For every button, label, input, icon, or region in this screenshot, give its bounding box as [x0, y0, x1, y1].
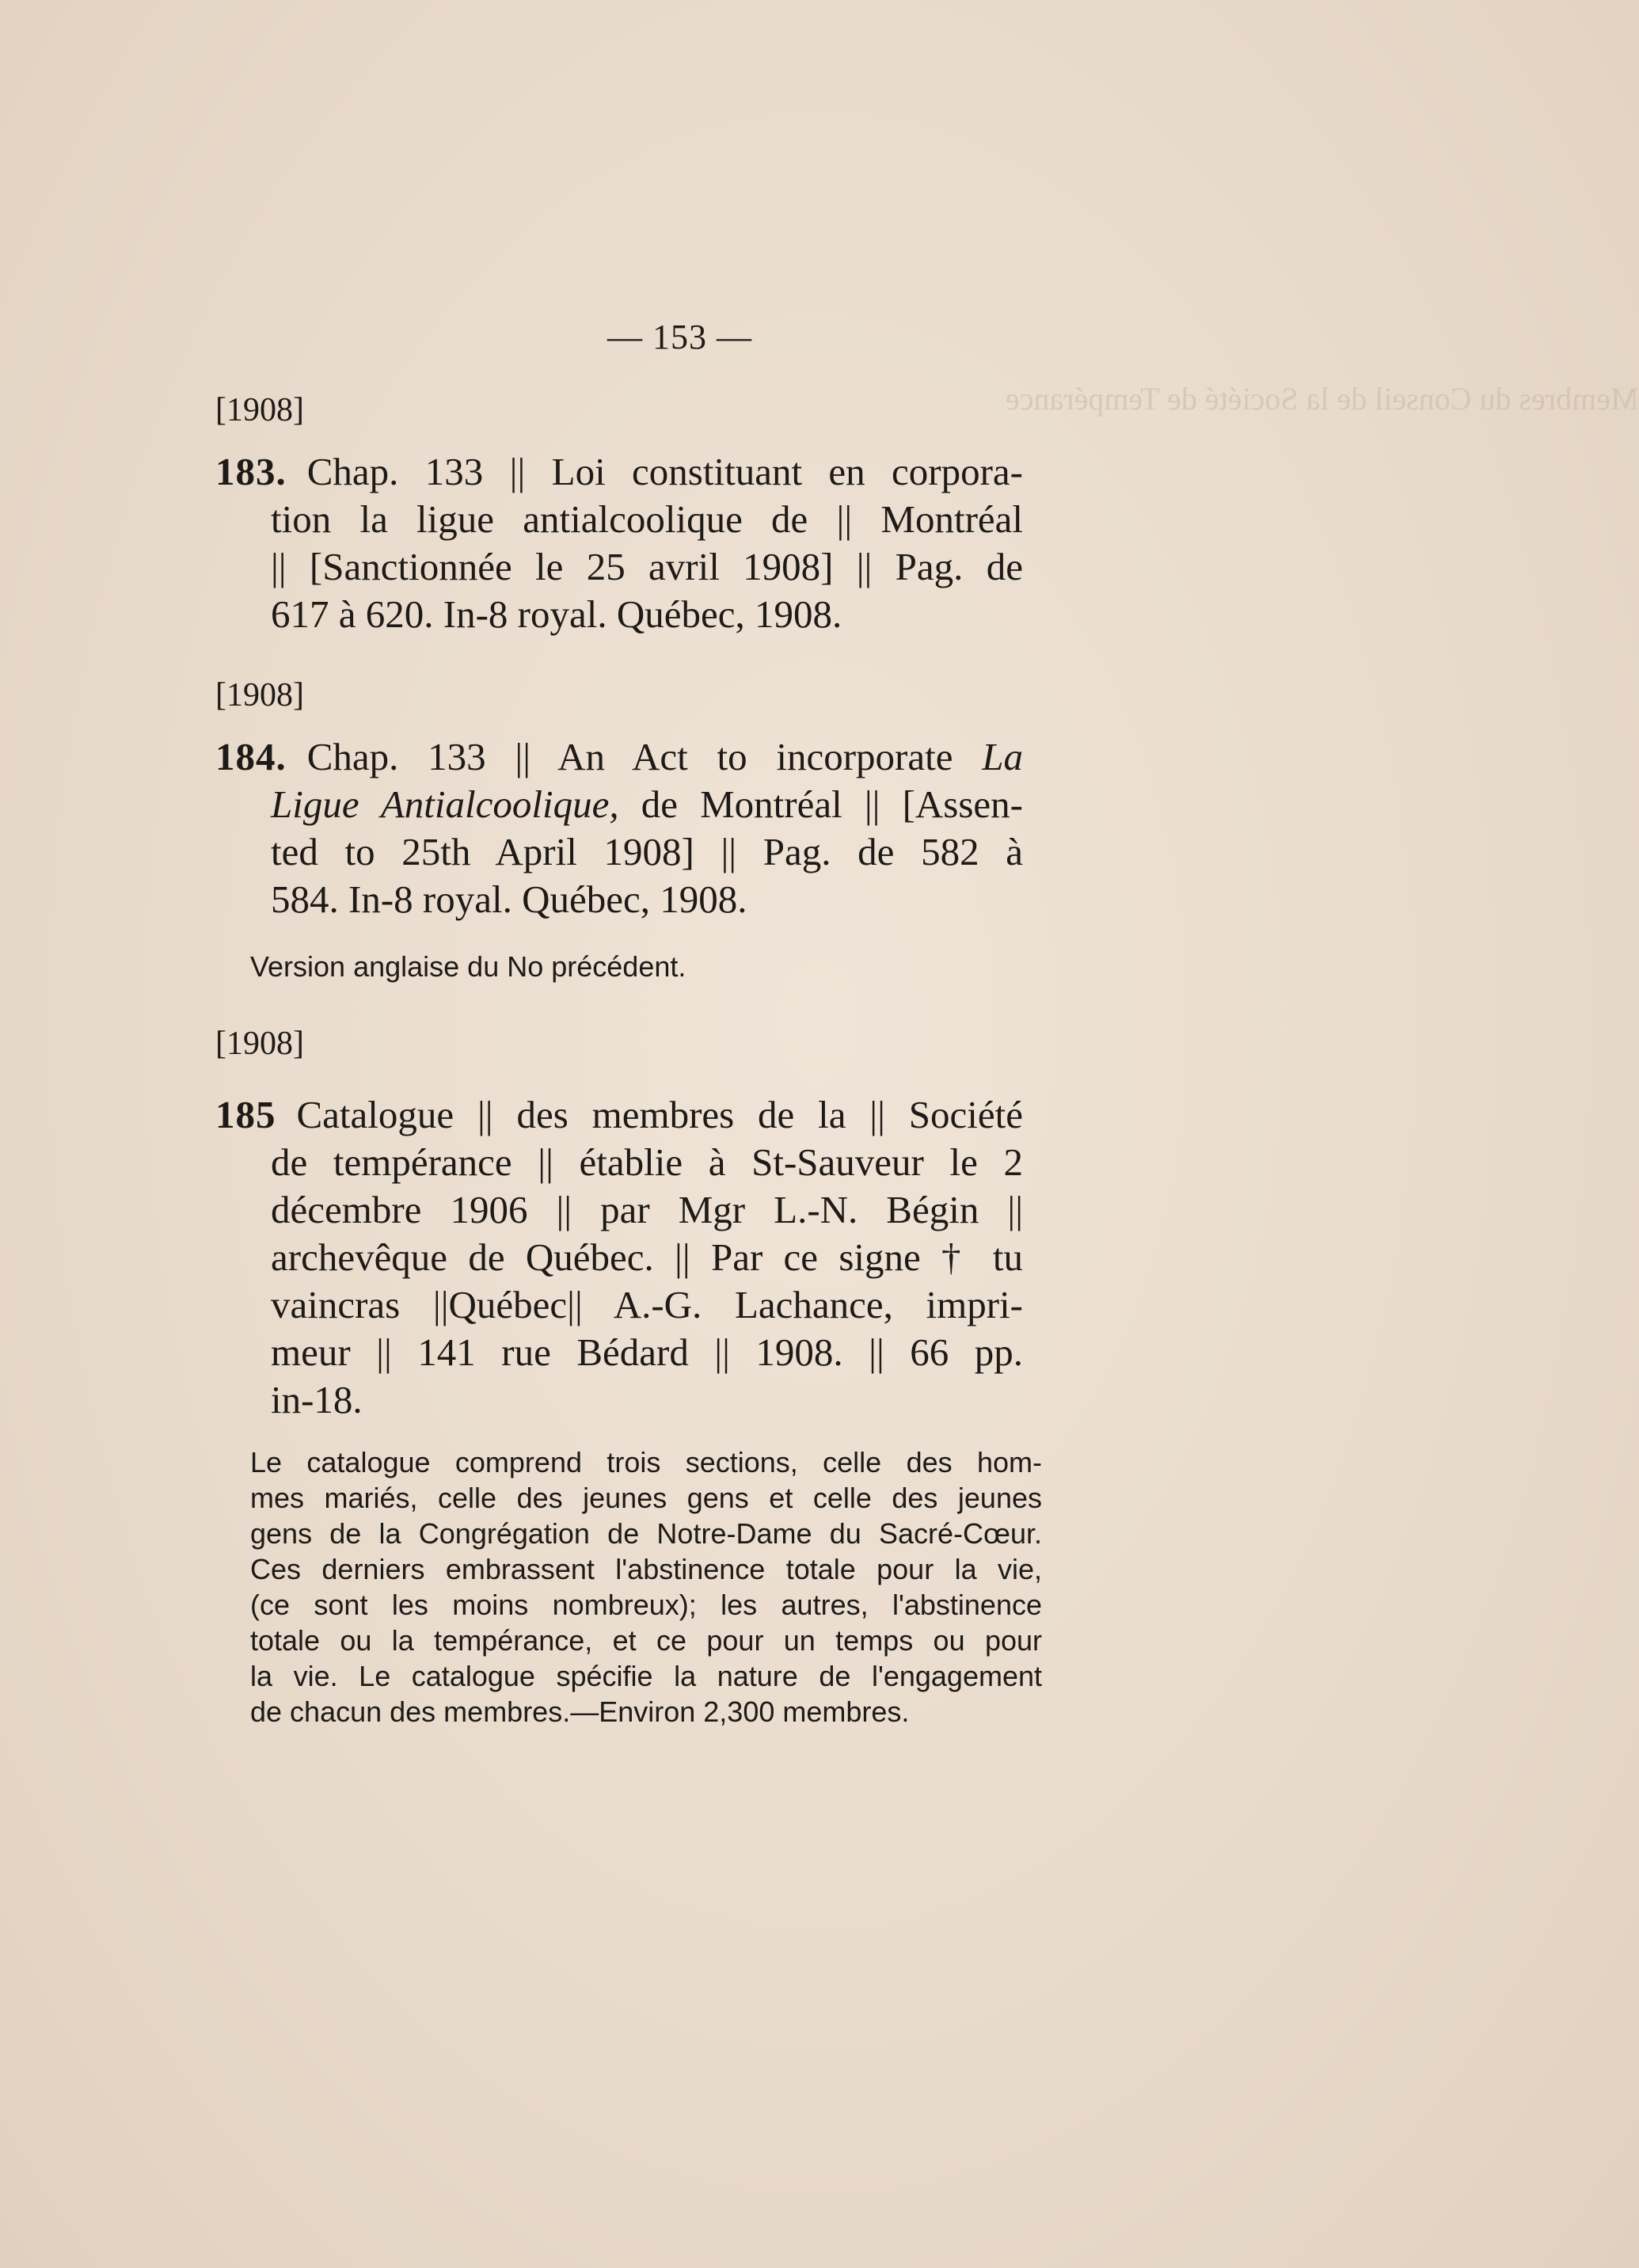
entry-line: décembre 1906 || par Mgr L.-N. Bégin || [271, 1188, 1023, 1231]
entry-note: Version anglaise du No précédent. [250, 950, 686, 983]
note-line: Le catalogue comprend trois sections, celle des hom- [250, 1446, 1042, 1478]
entry-line: meur || 141 rue Bédard || 1908. || 66 pp. [271, 1330, 1023, 1374]
entry-note-paragraph [250, 1444, 1042, 1730]
entry-line: 184. Chap. 133 || An Act to incorporate La [215, 735, 1023, 778]
note-line: la vie. Le catalogue spécifie la nature de l'engagement [250, 1660, 1042, 1692]
entry-year: [1908] [215, 677, 304, 714]
entry-year: [1908] [215, 392, 304, 428]
entry-number: 185 [215, 1093, 276, 1136]
entry-line: vaincras ||Québec|| A.-G. Lachance, impri- [271, 1283, 1023, 1326]
note-line: de chacun des membres.—Environ 2,300 membres. [250, 1695, 910, 1728]
note-line: gens de la Congrégation de Notre-Dame du Sacré-Cœur. [250, 1517, 1042, 1550]
entry-line: 185 Catalogue || des membres de la || Société [215, 1093, 1023, 1136]
entry-line: in-18. [271, 1378, 363, 1421]
page-number: — 153 — [607, 318, 752, 356]
entry-number: 183. [215, 450, 287, 493]
entry-line: 183. Chap. 133 || Loi constituant en corpora- [215, 450, 1023, 493]
catalog-entry-183 [215, 448, 1023, 638]
entry-line: || [Sanctionnée le 25 avril 1908] || Pag. de [271, 545, 1023, 588]
note-line: (ce sont les moins nombreux); les autres, l'abstinence [250, 1589, 1042, 1621]
note-line: totale ou la tempérance, et ce pour un temps ou pour [250, 1624, 1042, 1657]
entry-line: ted to 25th April 1908] || Pag. de 582 à [271, 830, 1023, 873]
note-line: mes mariés, celle des jeunes gens et celle des jeunes [250, 1482, 1042, 1514]
entry-line: de tempérance || établie à St-Sauveur le 2 [271, 1140, 1023, 1184]
show-through-bleed: Membres du Conseil de la Société de Tempérance [1006, 381, 1639, 417]
entry-line: tion la ligue antialcoolique de || Montréal [271, 497, 1023, 541]
entry-line: archevêque de Québec. || Par ce signe † tu [271, 1235, 1023, 1279]
entry-line: 584. In-8 royal. Québec, 1908. [271, 877, 747, 921]
note-line: Ces derniers embrassent l'abstinence totale pour la vie, [250, 1553, 1042, 1585]
entry-number: 184. [215, 735, 287, 778]
entry-line: Ligue Antialcoolique, de Montréal || [Assen- [271, 782, 1023, 826]
entry-year: [1908] [215, 1026, 304, 1062]
catalog-entry-184 [215, 733, 1023, 923]
catalog-entry-185 [215, 1091, 1023, 1424]
entry-line: 617 à 620. In-8 royal. Québec, 1908. [271, 592, 842, 636]
